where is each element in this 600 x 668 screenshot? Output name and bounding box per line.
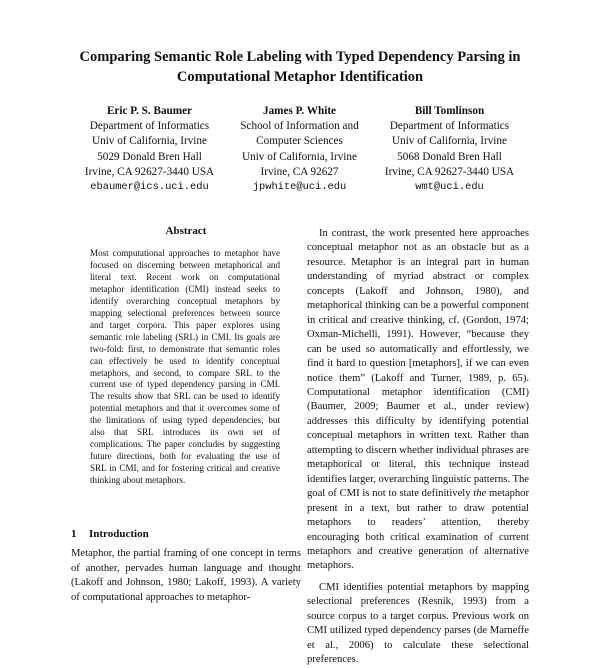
author-affiliation-line: School of Information and bbox=[240, 120, 359, 133]
paper-title bbox=[40, 47, 560, 87]
author-affiliation-line: 5068 Donald Bren Hall bbox=[397, 150, 502, 163]
paragraph-cmi: CMI identifies potential metaphors by mapping selectional preferences (Resnik, 1993) from a source corpus to a target corpus. Previous work on CMI utilized typed dependency parses (de Marneffe et al., 2006) to calculate these selectional preferences. bbox=[307, 581, 529, 666]
author-affiliation-line: Department of Informatics bbox=[89, 120, 210, 133]
paragraph-contrast bbox=[307, 227, 529, 574]
author-affiliation-line: Univ of California, Irvine bbox=[392, 135, 507, 148]
title-line-2: Computational Metaphor Identification bbox=[176, 69, 424, 85]
emphasis-text: the bbox=[473, 488, 487, 500]
author-email: jpwhite@uci.edu bbox=[252, 181, 347, 194]
author-block-baumer bbox=[62, 104, 237, 195]
author-affiliation-line: 5029 Donald Bren Hall bbox=[97, 150, 202, 163]
section-number: 1 bbox=[71, 528, 77, 540]
author-affiliation-line: Irvine, CA 92627-3440 USA bbox=[84, 165, 215, 178]
author-affiliation-line: Irvine, CA 92627 bbox=[260, 165, 339, 178]
paragraph-text: metaphor present in a text, but rather to draw potential metaphors to readers’ attention, thereby encouraging both critical examination of current metaphors and creative generation of alternative metaphors. bbox=[307, 488, 530, 572]
section-heading-introduction bbox=[71, 528, 149, 540]
section-title: Introduction bbox=[89, 528, 149, 540]
author-affiliation-line: Irvine, CA 92627-3440 USA bbox=[384, 165, 515, 178]
author-email: ebaumer@ics.uci.edu bbox=[90, 181, 209, 194]
introduction-body: Metaphor, the partial framing of one concept in terms of another, pervades human language and thought (Lakoff and Johnson, 1980; Lakoff, 1993). A variety of computational approaches to metaphor- bbox=[71, 548, 301, 603]
author-affiliation-line: Department of Informatics bbox=[389, 120, 510, 133]
author-name: Bill Tomlinson bbox=[414, 105, 485, 117]
paragraph-text: In contrast, the work presented here approaches conceptual metaphor not as an obstacle but as a resource. Metaphor is an integral part in human understanding of myriad abstract or complex concepts (Lakoff and Johnson, 1980), and metaphorical thinking can be a powerful component in critical and creative thinking, cf. (Gordon, 1974; Oxman-Michelli, 1991). However, “because they can be used so automatically and effortlessly, we find it hard to question [metaphors], if we can even notice them” (Lakoff and Turner, 1989, p. 65). Computational metaphor identification (CMI) (Baumer, 2009; Baumer et al., under review) addresses this difficulty by identifying potential conceptual metaphors in written text. Rather than attempting to discern whether individual phrases are metaphorical or literal, this technique instead identifies larger, overarching linguistic patterns. The goal of CMI is not to state definitively bbox=[307, 228, 529, 500]
author-block-white bbox=[212, 104, 387, 195]
title-line-1: Comparing Semantic Role Labeling with Typed Dependency Parsing in bbox=[79, 49, 521, 65]
right-column-body bbox=[307, 227, 529, 668]
author-affiliation-line: Univ of California, Irvine bbox=[242, 150, 357, 163]
author-affiliation-line: Univ of California, Irvine bbox=[92, 135, 207, 148]
author-name: Eric P. S. Baumer bbox=[106, 105, 193, 117]
author-affiliation-line: Computer Sciences bbox=[256, 135, 343, 148]
author-name: James P. White bbox=[262, 105, 337, 117]
author-email: wmt@uci.edu bbox=[415, 181, 484, 194]
author-block-tomlinson bbox=[362, 104, 537, 195]
abstract-heading: Abstract bbox=[165, 225, 207, 237]
abstract-body: Most computational approaches to metaphor have focused on discerning between metaphorical and literal text. Recent work on computational metaphor identification (CMI) instead seeks to identify overarching conceptual metaphors by mapping selectional preferences between source and target corpora. This paper explores using semantic role labeling (SRL) in CMI. Its goals are two-fold: first, to demonstrate that semantic roles can effectively be used to identify conceptual metaphors, and second, to compare SRL to the current use of typed dependency parsing in CMI. The results show that SRL can be used to identify potential metaphors and that it overcomes some of the limitations of using typed dependencies, but also that SRL introduces its own set of complications. The paper concludes by suggesting future directions, both for evaluating the use of SRL in CMI, and for fostering critical and creative thinking about metaphors. bbox=[90, 248, 280, 486]
